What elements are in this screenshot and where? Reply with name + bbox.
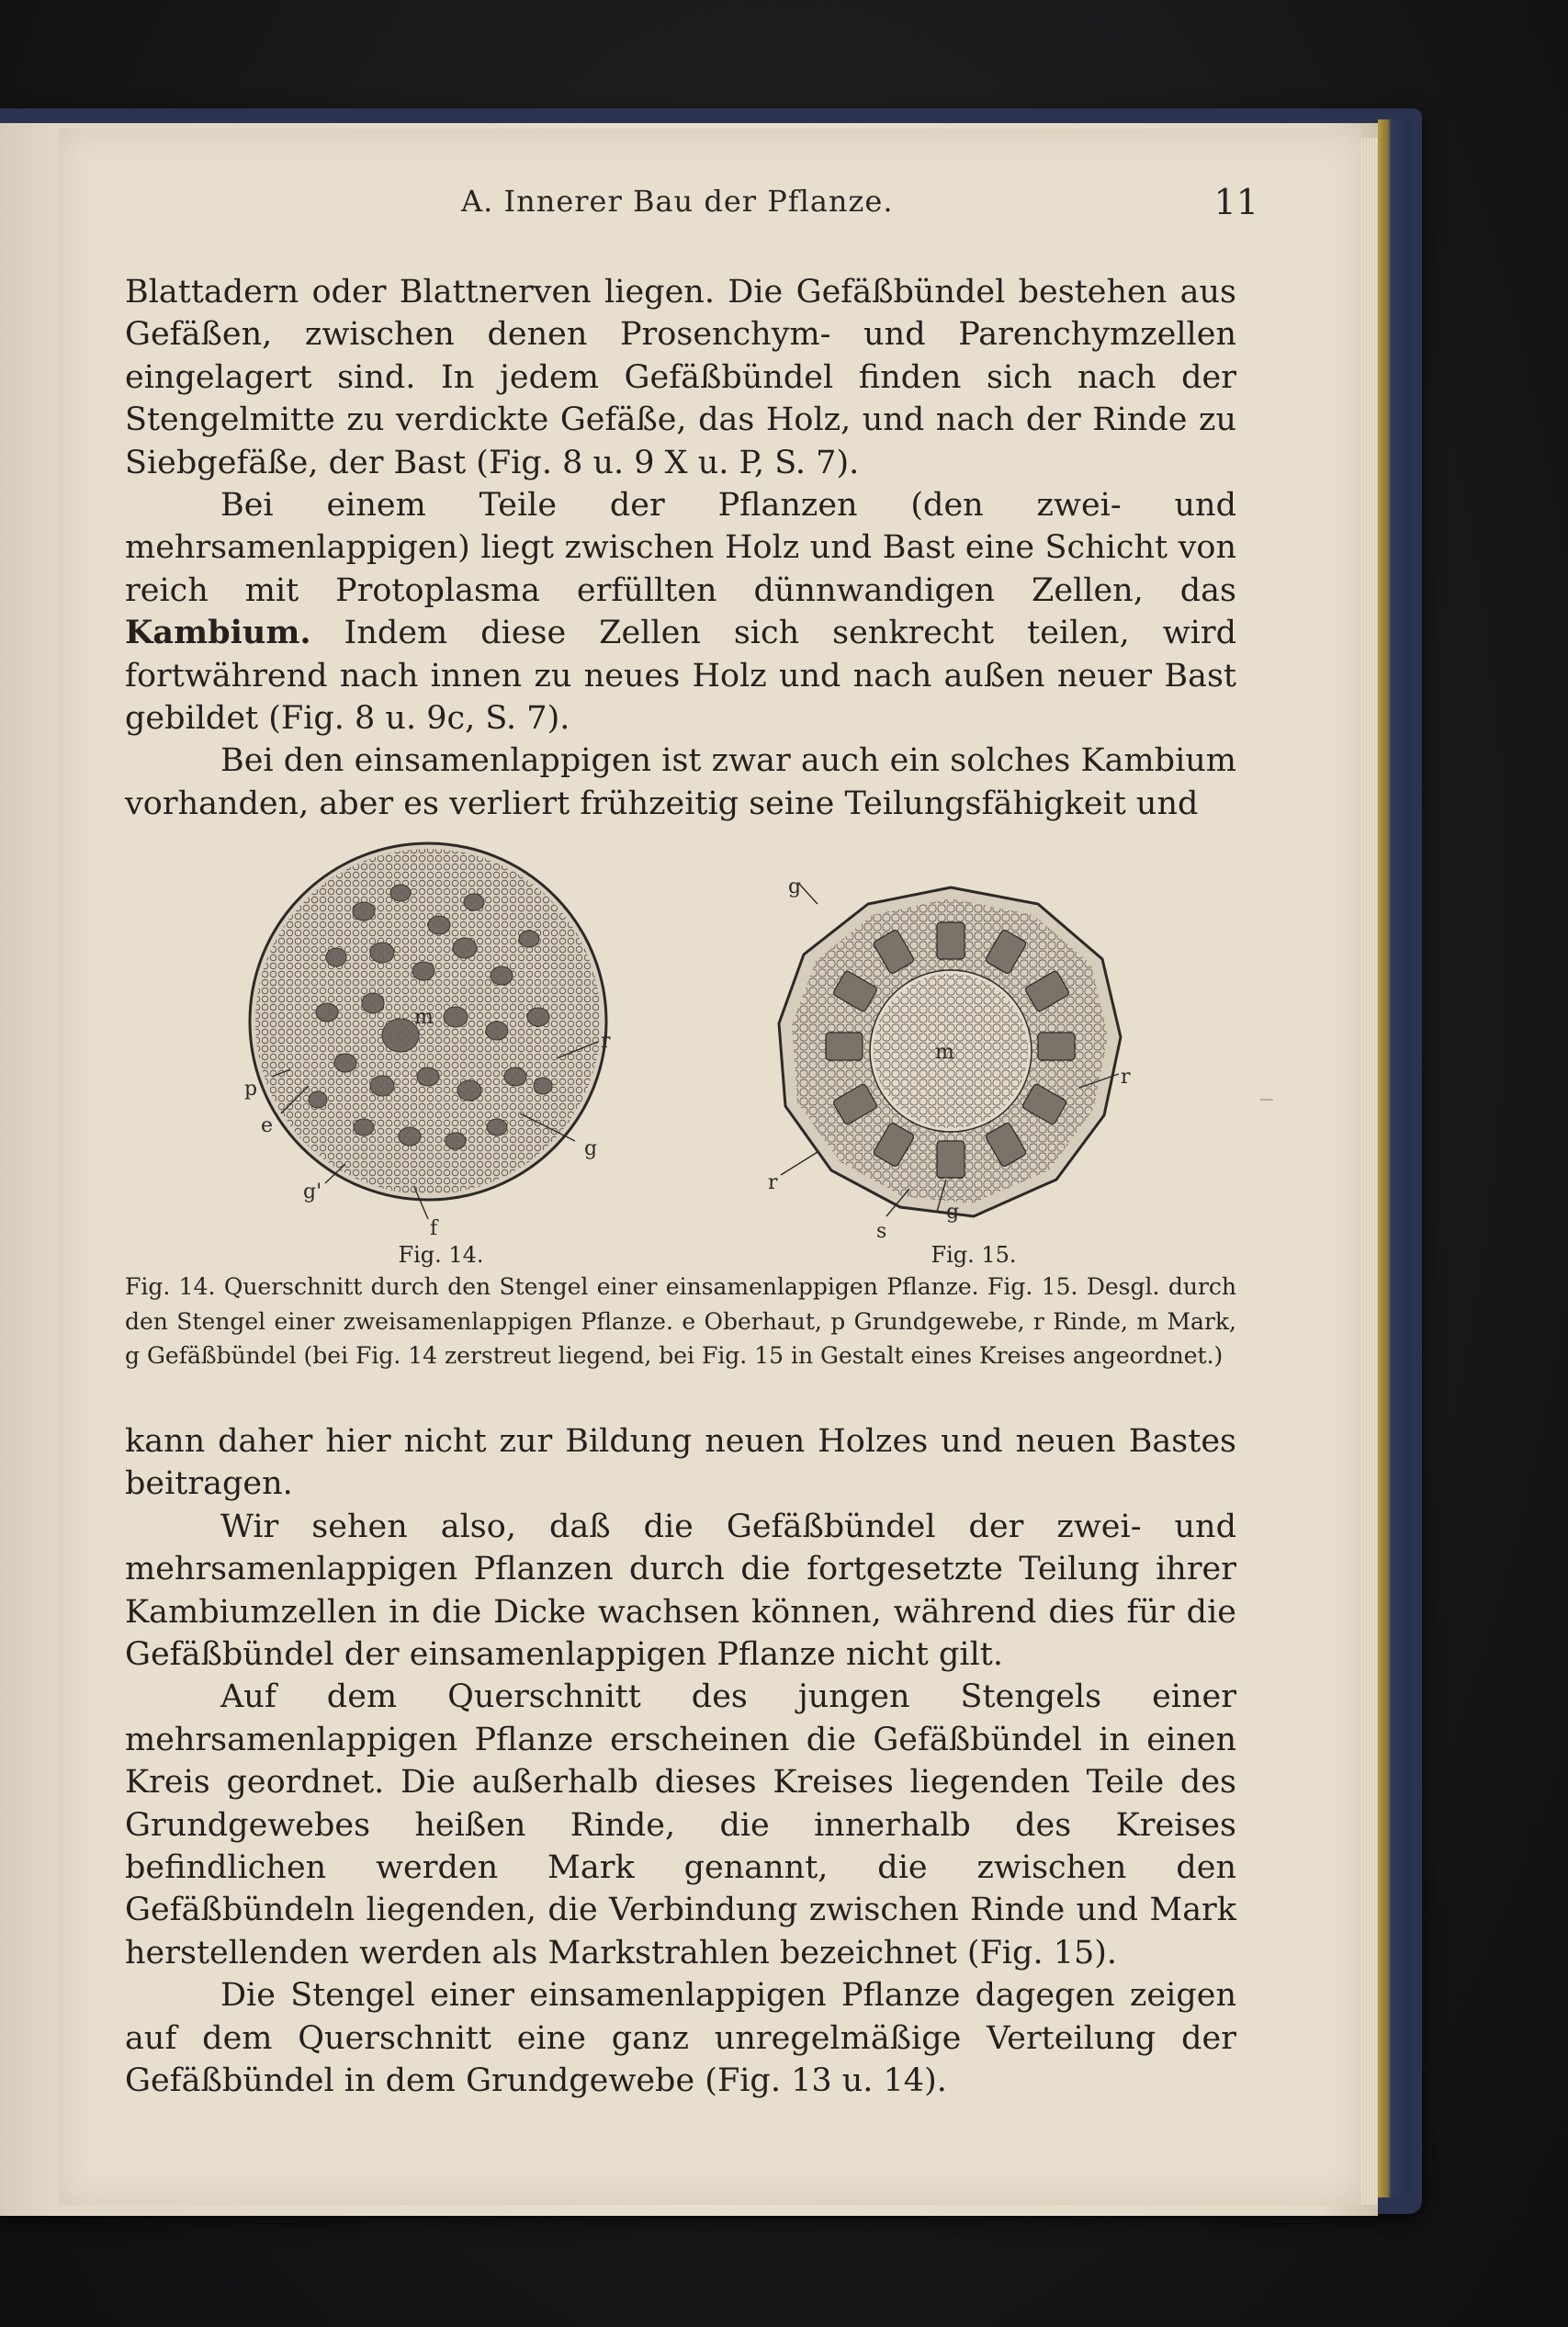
figure-14-letter: f — [430, 1217, 438, 1240]
figure-14-letter: g — [584, 1137, 598, 1160]
figure-14-letter: e — [261, 1114, 274, 1137]
text-block-top — [125, 271, 1236, 825]
figure-14-letter: m — [414, 1006, 434, 1029]
figure-15-letter: g — [946, 1201, 960, 1224]
figure-15-letter: g — [788, 876, 802, 898]
figure-14-illustration — [244, 838, 625, 1242]
paragraph: kann daher hier nicht zur Bildung neuen Holzes und neuen Bastes beitragen. — [125, 1423, 1236, 1503]
figure-14-letter: r — [601, 1030, 611, 1053]
paragraph: Bei den einsamenlappigen ist zwar auch ein solches Kambium vorhanden, aber es verliert frühzeitig seine Teilungsfähigkeit und — [125, 742, 1236, 822]
figure-caption: Fig. 14. Querschnitt durch den Stengel einer einsamenlappigen Pflanze. Fig. 15. Desgl. durch den Stengel einer zweisamenlappigen Pflanze. e Oberhaut, p Grundgewebe, r Rinde, m Mark, g Gefäßbündel (bei Fig. 14 zerstreut liegend, bei Fig. 15 in Gestalt eines Kreises angeordnet.) — [125, 1273, 1236, 1369]
figure-15-letter: r — [1121, 1066, 1131, 1089]
figure-15-letter: s — [876, 1220, 887, 1243]
figure-15-illustration — [762, 876, 1139, 1244]
page-number: 11 — [1213, 182, 1258, 222]
paragraph: Blattadern oder Blattnerven liegen. Die Gefäßbündel bestehen aus Gefäßen, zwischen denen Prosenchym- und Parenchymzellen eingelagert sind. In jedem Gefäßbündel finden sich nach der Stengelmitte zu verdickte Gefäße, das Holz, und nach der Rinde zu Siebgefäße, der Bast (Fig. 8 u. 9 X u. P, S. 7). — [125, 274, 1236, 481]
figure-14-letter: g' — [303, 1180, 322, 1203]
bold-term: Kambium. — [125, 614, 311, 652]
figure-15-label: Fig. 15. — [931, 1242, 1017, 1268]
text-block-bottom — [125, 1420, 1236, 2103]
paragraph: Die Stengel einer einsamenlappigen Pflanze dagegen zeigen auf dem Querschnitt eine ganz unregelmäßige Verteilung der Gefäßbündel in dem Grundgewebe (Fig. 13 u. 14). — [125, 1977, 1236, 2100]
paragraph — [125, 484, 1236, 740]
figure-14-letter: p — [244, 1078, 258, 1101]
figure-14-label: Fig. 14. — [398, 1242, 484, 1268]
paragraph: Wir sehen also, daß die Gefäßbündel der zwei- und mehrsamenlappigen Pflanzen durch die fortgesetzte Teilung ihrer Kambiumzellen in die Dicke wachsen können, während dies für die Gefäßbündel der einsamenlappigen Pflanze nicht gilt. — [125, 1508, 1236, 1674]
figure-15-letter: r — [768, 1171, 778, 1194]
figure-15-letter: m — [935, 1041, 954, 1064]
paper-mark — [1260, 1099, 1273, 1101]
running-head: A. Innerer Bau der Pflanze. — [461, 184, 894, 219]
paragraph-text: Bei einem Teile der Pflanzen (den zwei- und mehrsamenlappigen) liegt zwischen Holz und Bast eine Schicht von reich mit Protoplasma erfüllten dünnwandigen Zellen, das — [125, 487, 1236, 609]
paragraph-text: Indem diese Zellen sich senkrecht teilen, wird fortwährend nach innen zu neues Holz und nach außen neuer Bast gebildet (Fig. 8 u. 9c, S. 7). — [125, 615, 1236, 738]
book-cover-edge — [1378, 119, 1411, 2197]
paragraph: Auf dem Querschnitt des jungen Stengels einer mehrsamenlappigen Pflanze erscheinen die Gefäßbündel in einen Kreis geordnet. Die außerhalb dieses Kreises liegenden Teile des Grundgewebes heißen Rinde, die innerhalb des Kreises befindlichen werden Mark genannt, die zwischen den Gefäßbündeln liegenden, die Verbindung zwischen Rinde und Mark herstellenden werden als Markstrahlen bezeichnet (Fig. 15). — [125, 1678, 1236, 1971]
